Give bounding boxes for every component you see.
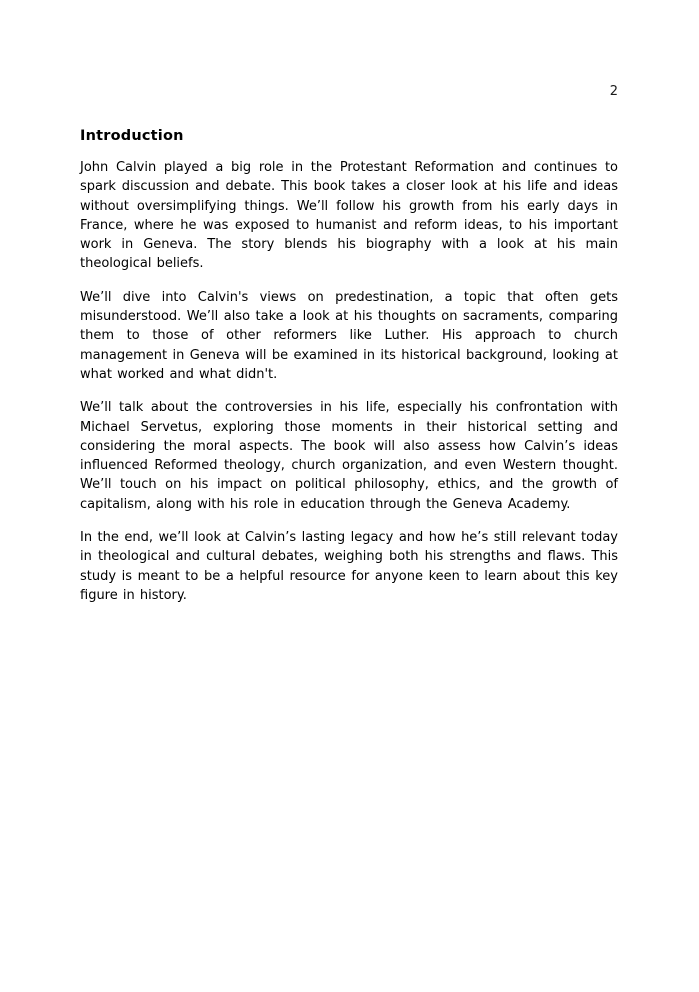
paragraph-2: We’ll dive into Calvin's views on predestination, a topic that often gets misunderstood. We’ll also take a look at his thoughts on sacraments, comparing them to those of other reformers like Luther. His approach to church management in Geneva will be examined in its historical background, looking at what worked and what didn't. [80,289,618,382]
page-number: 2 [609,84,618,99]
paragraph-3: We’ll talk about the controversies in his life, especially his confrontation with Michael Servetus, exploring those moments in their historical setting and considering the moral aspects. The book will also assess how Calvin’s ideas influenced Reformed theology, church organization, and even Western thought. We’ll touch on his impact on political philosophy, ethics, and the growth of capitalism, along with his role in education through the Geneva Academy. [80,400,618,512]
section-heading: Introduction [80,128,184,144]
paragraph-4: In the end, we’ll look at Calvin’s lasting legacy and how he’s still relevant today in theological and cultural debates, weighing both his strengths and flaws. This study is meant to be a helpful resource for anyone keen to learn about this key figure in history. [80,530,618,603]
paragraph-1: John Calvin played a big role in the Protestant Reformation and continues to spark discussion and debate. This book takes a closer look at his life and ideas without oversimplifying things. We’ll follow his growth from his early days in France, where he was exposed to humanist and reform ideas, to his important work in Geneva. The story blends his biography with a look at his main theological beliefs. [80,160,618,272]
